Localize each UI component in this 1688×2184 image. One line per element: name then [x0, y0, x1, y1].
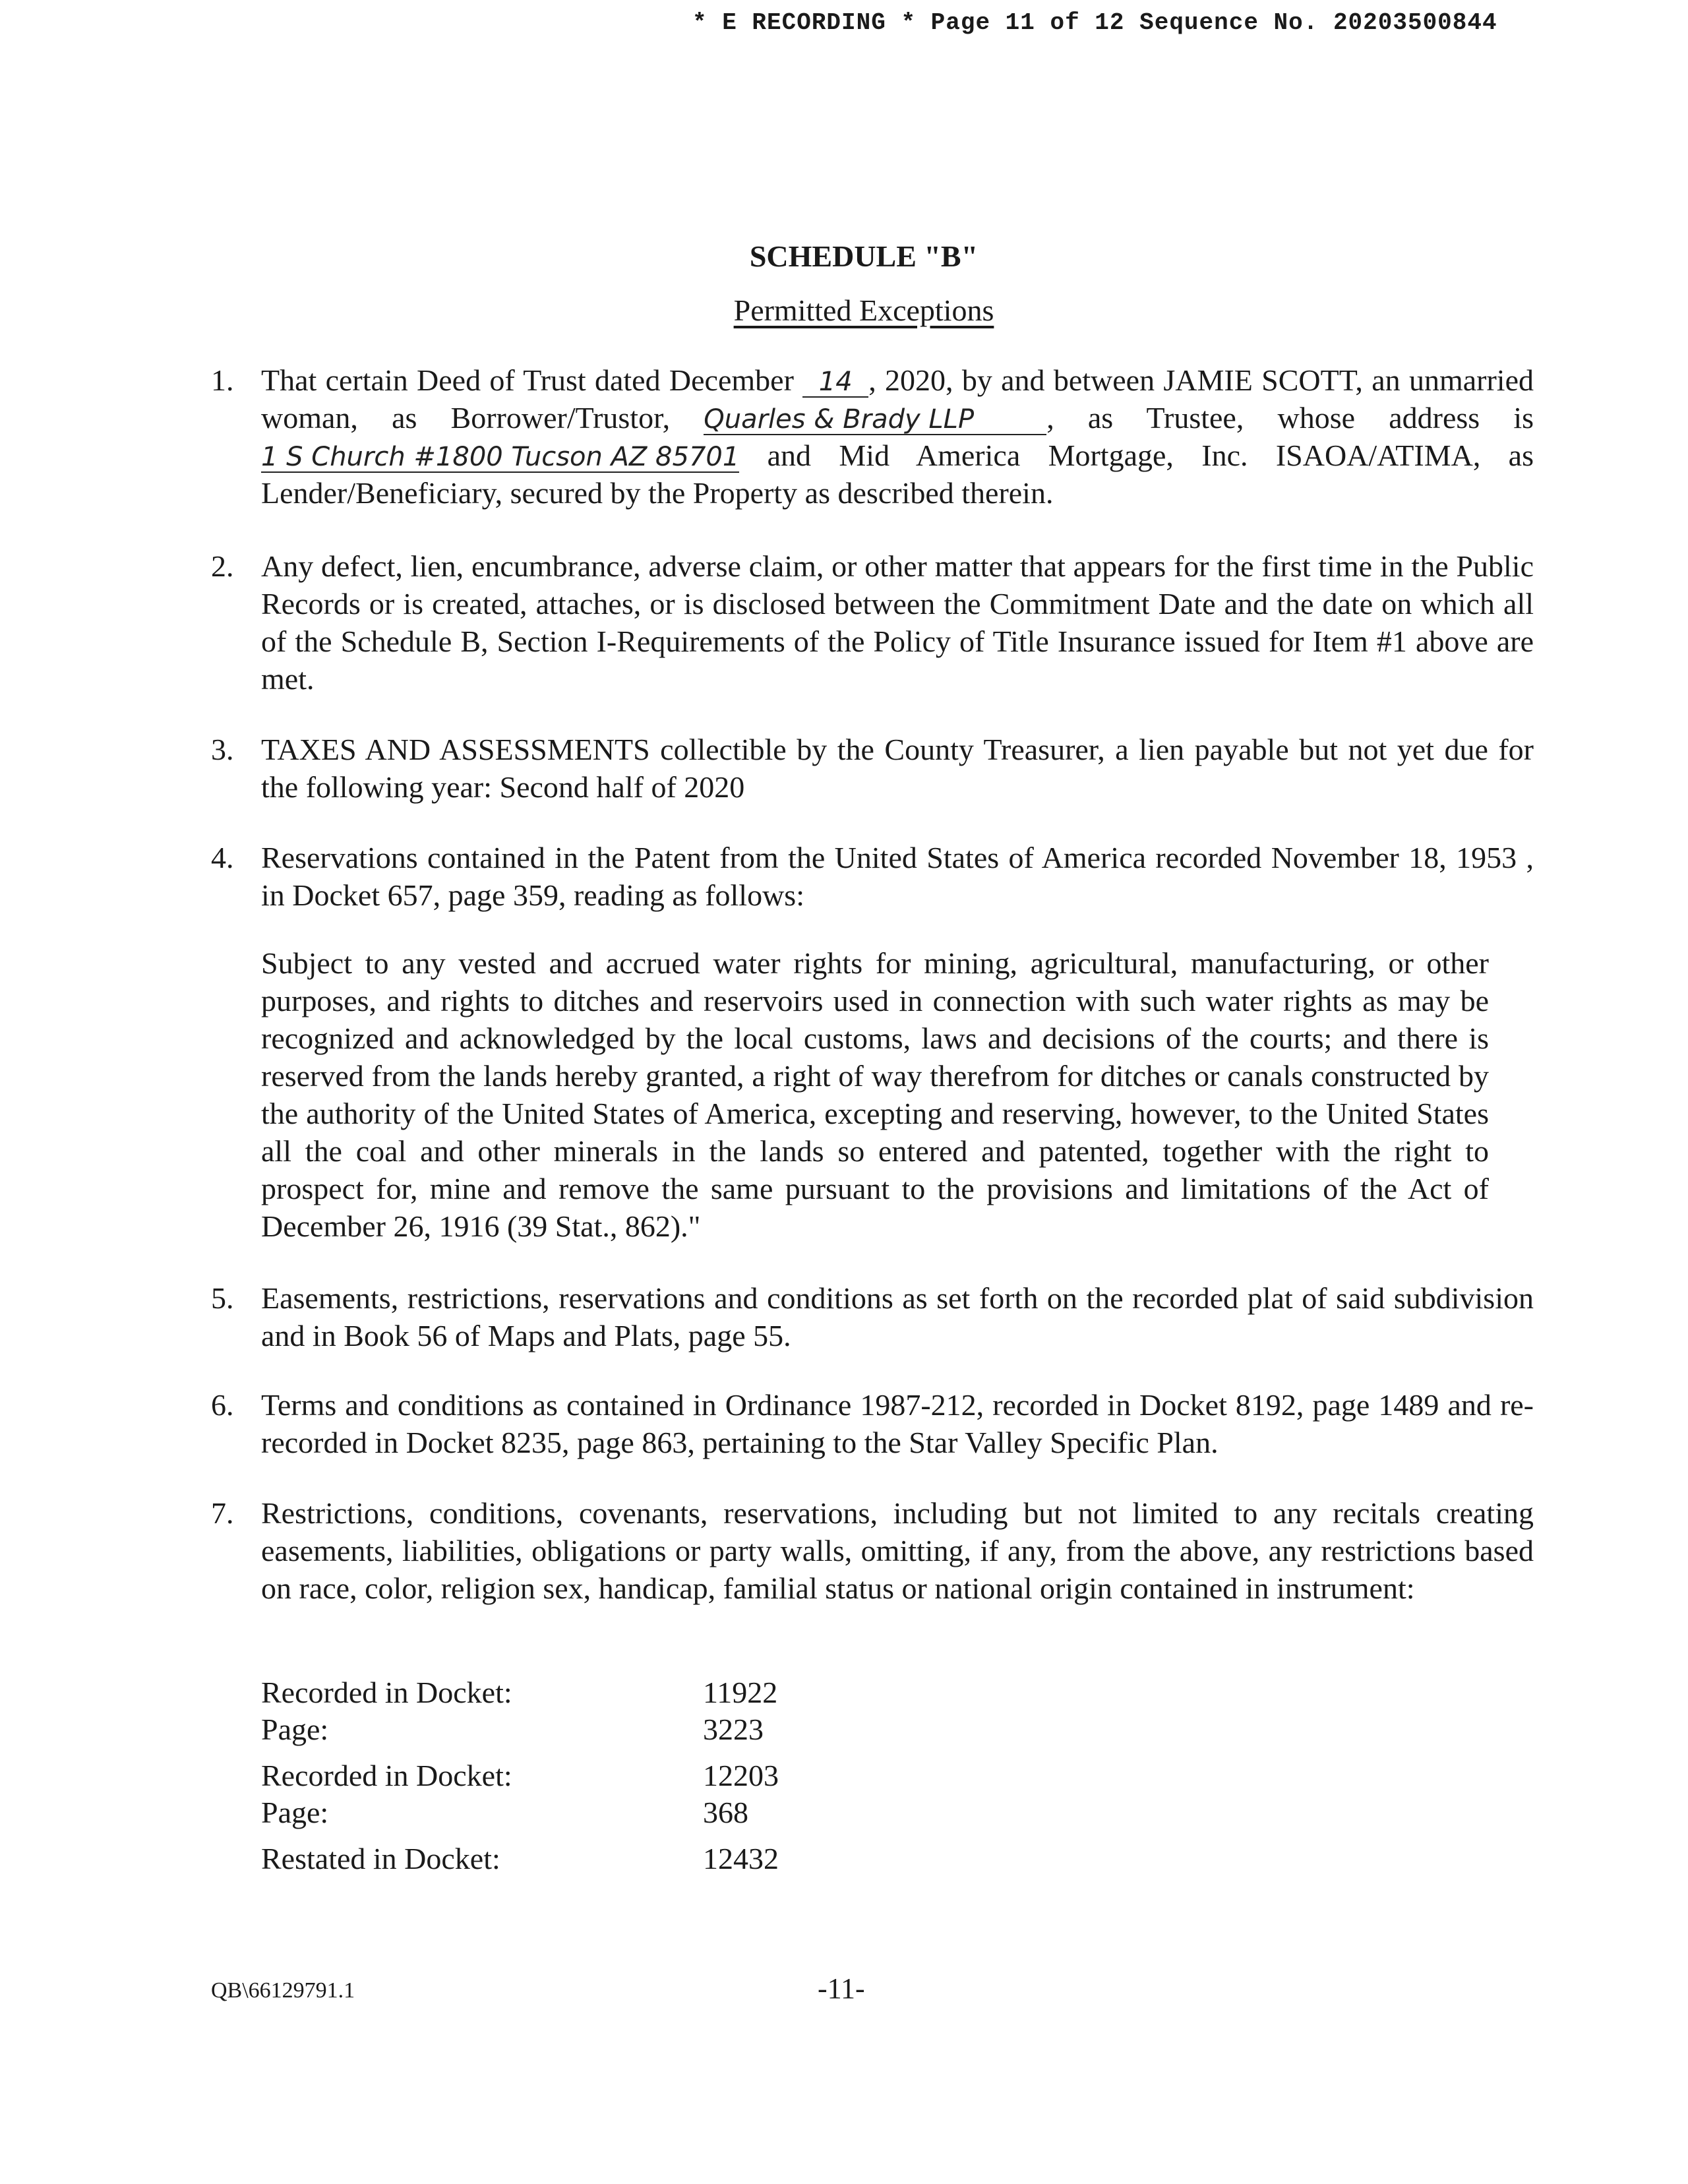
item-text: Easements, restrictions, reservations and conditions as set forth on the recorded plat of said subdivision and in Book 56 of Maps and Plats, page 55.: [261, 1281, 1534, 1352]
item-text: Reservations contained in the Patent from the United States of America recorded November 18, 1953 , in Docket 657, page 359, reading as follows:: [261, 841, 1534, 912]
item-number: 6.: [211, 1388, 234, 1422]
item-number: 7.: [211, 1496, 234, 1530]
handwritten-day: 14: [802, 367, 868, 398]
item-number: 4.: [211, 841, 234, 874]
item-text: Restrictions, conditions, covenants, reservations, including but not limited to any recitals creating easements, liabilities, obligations or party walls, omitting, if any, from the above, any restrictions based on race, color, religion sex, handicap, familial status or national origin contained in instrument:: [261, 1496, 1534, 1605]
page-number: -11-: [818, 1972, 865, 2005]
item-number: 2.: [211, 549, 234, 583]
item-text: TAXES AND ASSESSMENTS collectible by the County Treasurer, a lien payable but not yet due for the following year: Second half of 2020: [261, 733, 1534, 804]
handwritten-trustee: Quarles & Brady LLP: [704, 405, 1046, 435]
patent-quote: Subject to any vested and accrued water rights for mining, agricultural, manufacturing, or other purposes, and rights to ditches and reservoirs used in connection with such water rights as may be recognized and acknowledged by the local customs, laws and decisions of the courts; and there is reserved from the lands hereby granted, a right of way therefrom for ditches or canals constructed by the authority of the United States of America, excepting and reserving, however, to the United States all the coal and other minerals in the lands so entered and patented, together with the right to prospect for, mine and remove the same pursuant to the provisions and limitations of the Act of December 26, 1916 (39 Stat., 862).": [261, 946, 1489, 1243]
document-id: QB\66129791.1: [211, 1978, 355, 2003]
item-number: 3.: [211, 733, 234, 766]
item-text: That certain Deed of Trust dated December 14 , 2020, by and between JAMIE SCOTT, an unmarried woman, as Borrower/Trustor, Quarles & Brady LLP , as Trustee, whose address is 1 S Church #1800 Tucson AZ 85701 and Mid America Mortgage, Inc. ISAOA/ATIMA, as Lender/Beneficiary, secured by the Property as described therein.: [261, 363, 1534, 510]
item-number: 1.: [211, 363, 234, 397]
schedule-title: SCHEDULE "B": [749, 239, 979, 273]
item-number: 5.: [211, 1281, 234, 1315]
handwritten-address: 1 S Church #1800 Tucson AZ 85701: [261, 442, 740, 472]
item-text: Any defect, lien, encumbrance, adverse claim, or other matter that appears for the first time in the Public Records or is created, attaches, or is disclosed between the Commitment Date and the date on which all of the Schedule B, Section I-Requirements of the Policy of Title Insurance issued for Item #1 above are met.: [261, 549, 1534, 696]
schedule-subtitle: Permitted Exceptions: [733, 293, 994, 327]
item-text: Terms and conditions as contained in Ordinance 1987-212, recorded in Docket 8192, page 1489 and re-recorded in Docket 8235, page 863, pertaining to the Star Valley Specific Plan.: [261, 1388, 1534, 1459]
recording-header: * E RECORDING * Page 11 of 12 Sequence No. 20203500844: [692, 9, 1497, 36]
